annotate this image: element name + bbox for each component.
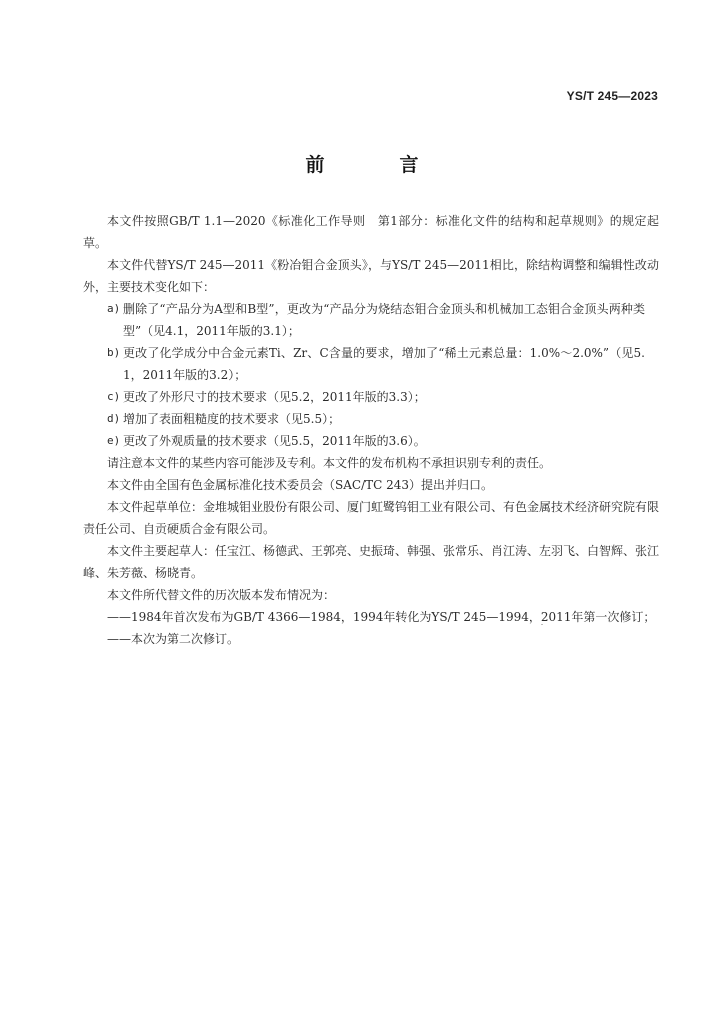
list-marker: d) <box>107 412 121 425</box>
patent-notice: 请注意本文件的某些内容可能涉及专利。本文件的发布机构不承担识别专利的责任。 <box>107 456 552 470</box>
change-item-e <box>83 430 659 452</box>
drafters-paragraph: 本文件主要起草人：任宝江、杨德武、王郭亮、史振琦、韩强、张常乐、肖江涛、左羽飞、白智辉、张江峰、朱芳薇、杨晓青。 <box>83 544 660 580</box>
change-text: 删除了“产品分为A型和B型”，更改为“产品分为烧结态钼合金顶头和机械加工态钼合金顶头两种类型”（见4.1，2011年版的3.1）； <box>123 302 645 338</box>
list-marker: c) <box>107 390 121 403</box>
change-item-c <box>83 386 659 408</box>
proposer-paragraph: 本文件由全国有色金属标准化技术委员会（SAC/TC 243）提出并归口。 <box>107 478 494 492</box>
standard-code: YS/T 245—2023 <box>566 89 658 103</box>
scan-speck <box>541 624 543 625</box>
change-text: 更改了外形尺寸的技术要求（见5.2，2011年版的3.3）； <box>123 390 426 404</box>
history-intro: 本文件所代替文件的历次版本发布情况为： <box>107 588 336 602</box>
list-marker: b) <box>107 346 121 359</box>
list-marker: e) <box>107 434 121 447</box>
history-item: ——本次为第二次修订。 <box>107 632 240 646</box>
page-title: 前 言 <box>305 154 447 176</box>
drafting-units-paragraph: 本文件起草单位：金堆城钼业股份有限公司、厦门虹鹭钨钼工业有限公司、有色金属技术经济研究院有限责任公司、自贡硬质合金有限公司。 <box>83 500 660 536</box>
change-text: 更改了外观质量的技术要求（见5.5，2011年版的3.6）。 <box>123 434 426 448</box>
change-item-a <box>83 298 659 342</box>
replacement-paragraph: 本文件代替YS/T 245—2011《粉冶钼合金顶头》，与YS/T 245—2011相比，除结构调整和编辑性改动外，主要技术变化如下： <box>83 258 659 294</box>
change-item-d <box>83 408 659 430</box>
foreword-body <box>83 210 659 650</box>
list-marker: a) <box>107 302 121 315</box>
history-item: ——1984年首次发布为GB/T 4366—1984，1994年转化为YS/T 245—1994，2011年第一次修订； <box>107 610 656 624</box>
change-text: 增加了表面粗糙度的技术要求（见5.5）； <box>123 412 341 426</box>
change-text: 更改了化学成分中合金元素Ti、Zr、C含量的要求，增加了“稀土元素总量：1.0%～2.0%”（见5.1，2011年版的3.2）； <box>123 346 645 382</box>
change-item-b <box>83 342 659 386</box>
drafting-rule-paragraph: 本文件按照GB/T 1.1—2020《标准化工作导则 第1部分：标准化文件的结构和起草规则》的规定起草。 <box>83 214 659 250</box>
